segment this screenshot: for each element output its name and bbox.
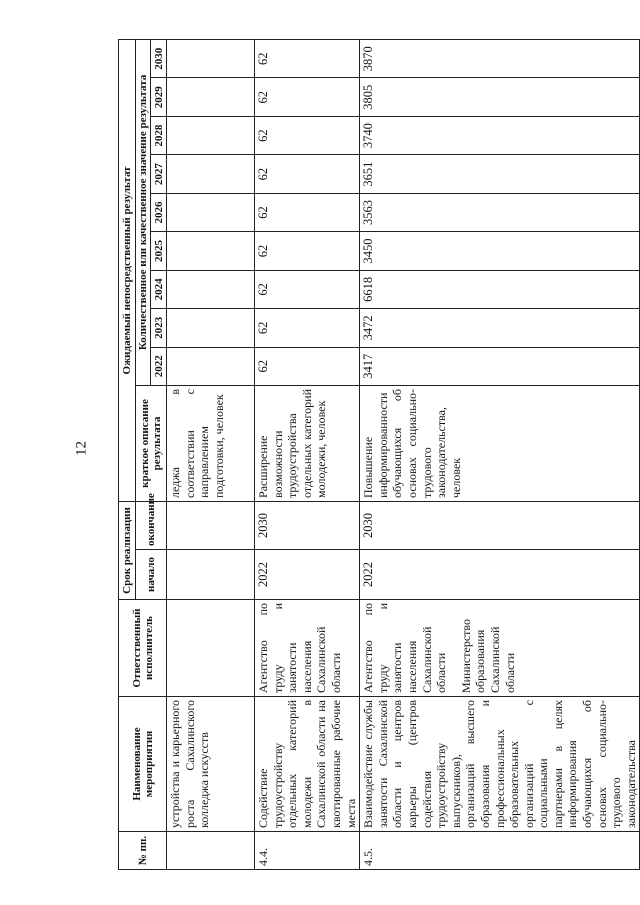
row-name: Взаимодействие службы занятости Сахалинской области и центров карьеры (центров содействия трудоустройству выпускников), организаций высшего образования и профессиональных образовательных организаций с социальными партнерами в целях информирования обучающихся об основах социально-трудового законодательства [360, 697, 640, 832]
row-value [167, 270, 255, 308]
header-year: 2030 [151, 39, 167, 78]
row-value: 62 [255, 232, 360, 270]
header-num: № пп. [119, 832, 167, 870]
row-value: 62 [255, 309, 360, 347]
table-row [255, 39, 360, 869]
row-value [167, 232, 255, 270]
header-short-desc: краткое описание результата [136, 385, 167, 501]
row-value: 3651 [360, 155, 640, 193]
measures-table [118, 39, 640, 870]
row-value: 62 [255, 270, 360, 308]
header-responsible: Ответственный исполнитель [119, 600, 167, 697]
header-year: 2026 [151, 193, 167, 231]
table-frame [118, 40, 638, 870]
row-value [167, 309, 255, 347]
row-value [167, 78, 255, 116]
header-year: 2022 [151, 347, 167, 385]
row-value: 3417 [360, 347, 640, 385]
row-start: 2022 [255, 550, 360, 600]
row-desc: Расширение возможности трудоустройства отдельных категорий молодежи, человек [255, 385, 360, 501]
row-value: 3740 [360, 116, 640, 154]
header-year: 2027 [151, 155, 167, 193]
header-year: 2028 [151, 116, 167, 154]
row-end: 2030 [360, 501, 640, 549]
row-responsible: Агентство по труду и занятости населения Сахалинской области [255, 600, 360, 697]
row-start: 2022 [360, 550, 640, 600]
row-name: Содействие трудоустройству отдельных категорий молодежи в Сахалинской области на квотированные рабочие места [255, 697, 360, 832]
row-value: 3805 [360, 78, 640, 116]
header-expected: Ожидаемый непосредственный результат [119, 39, 136, 501]
row-start [167, 550, 255, 600]
row-num [167, 832, 255, 870]
row-desc: леджа в соответствии с направлением подготовки, человек [167, 385, 255, 501]
row-value: 62 [255, 78, 360, 116]
row-value: 3870 [360, 39, 640, 78]
row-value: 3450 [360, 232, 640, 270]
row-value: 62 [255, 155, 360, 193]
row-value [167, 347, 255, 385]
header-period: Срок реализации [119, 501, 136, 599]
row-value: 62 [255, 193, 360, 231]
row-value: 62 [255, 347, 360, 385]
header-year: 2029 [151, 78, 167, 116]
header-year: 2025 [151, 232, 167, 270]
table-row [167, 39, 255, 869]
row-value [167, 39, 255, 78]
row-end: 2030 [255, 501, 360, 549]
row-name: устройства и карьерного роста Сахалинского колледжа искусств [167, 697, 255, 832]
header-year: 2023 [151, 309, 167, 347]
row-value [167, 116, 255, 154]
row-num: 4.5. [360, 832, 640, 870]
row-end [167, 501, 255, 549]
row-value: 62 [255, 39, 360, 78]
row-value [167, 193, 255, 231]
row-value: 3563 [360, 193, 640, 231]
header-start: начало [136, 550, 167, 600]
row-value: 6618 [360, 270, 640, 308]
row-value [167, 155, 255, 193]
table-row [360, 39, 640, 869]
row-desc: Повышение информированности обучающихся об основах социально-трудового законодательства, человек [360, 385, 640, 501]
row-responsible-cell [360, 600, 640, 697]
header-year: 2024 [151, 270, 167, 308]
header-quant: Количественное или качественное значение результата [136, 39, 151, 385]
row-num: 4.4. [255, 832, 360, 870]
page-number: 12 [73, 441, 90, 456]
row-value: 62 [255, 116, 360, 154]
row-responsible [167, 600, 255, 697]
row-responsible: Агентство по труду и занятости населения Сахалинской области [361, 603, 449, 693]
header-name: Наименование мероприятия [119, 697, 167, 832]
row-responsible-2: Министерство образования Сахалинской области [458, 619, 517, 693]
header-end: окончание [136, 501, 167, 549]
row-value: 3472 [360, 309, 640, 347]
